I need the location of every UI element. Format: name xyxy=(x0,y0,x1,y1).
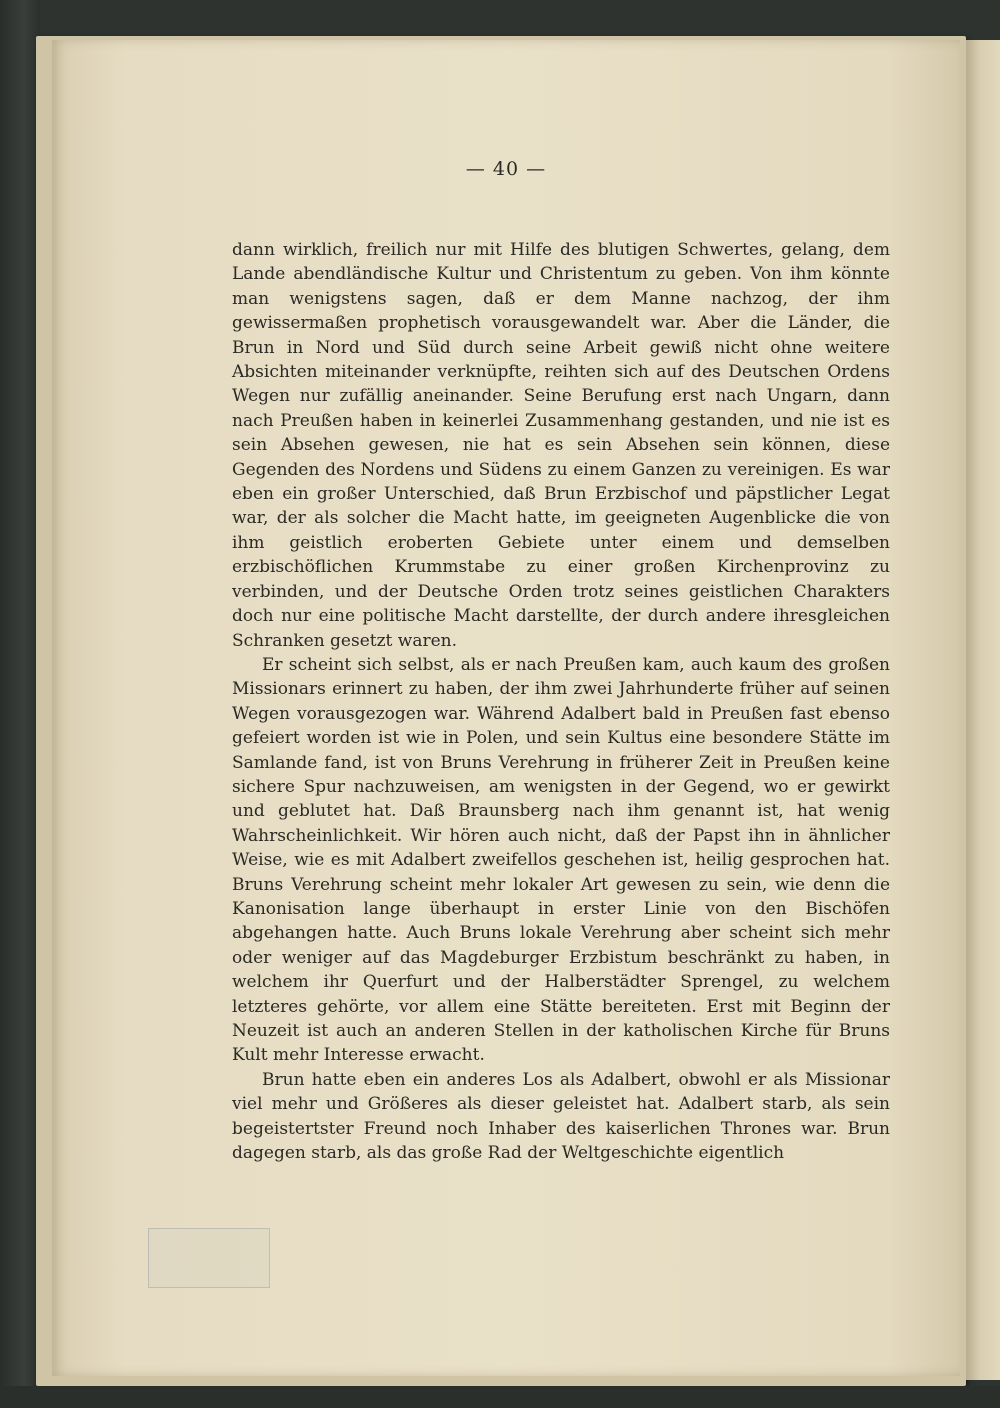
next-page-edge xyxy=(966,40,1000,1380)
page-number: — 40 — xyxy=(465,158,547,180)
body-text xyxy=(232,238,890,1165)
library-stamp xyxy=(148,1228,270,1288)
paragraph-3: Brun hatte eben ein anderes Los als Adalbert, obwohl er als Missionar viel mehr und Größeres als dieser geleistet hat. Adalbert starb, als sein begeistertster Freund noch Inhaber des kaiserlichen Thrones war. Brun dagegen starb, als das große Rad der Weltgeschichte eigentlich xyxy=(232,1069,890,1164)
paragraph-2: Er scheint sich selbst, als er nach Preußen kam, auch kaum des großen Missionars erinnert zu haben, der ihm zwei Jahrhunderte früher auf seinen Wegen vorausgezogen war. Während Adalbert bald in Preußen fast ebenso gefeiert worden ist wie in Polen, und sein Kultus eine besondere Stätte im Samlande fand, ist von Bruns Verehrung in früherer Zeit in Preußen keine sichere Spur nachzuweisen, am wenigsten in der Gegend, wo er gewirkt und geblutet hat. Daß Braunsberg nach ihm genannt ist, hat wenig Wahrscheinlichkeit. Wir hören auch nicht, daß der Papst ihn in ähnlicher Weise, wie es mit Adalbert zweifellos geschehen ist, heilig gesprochen hat. Bruns Verehrung scheint mehr lokaler Art gewesen zu sein, wie denn die Kanonisation lange überhaupt in erster Linie von den Bischöfen abgehangen hatte. Auch Bruns lokale Verehrung aber scheint sich mehr oder weniger auf das Magdeburger Erzbistum beschränkt zu haben, in welchem ihr Querfurt und der Halberstädter Sprengel, zu welchem letzteres gehörte, vor allem eine Stätte bereiteten. Erst mit Beginn der Neuzeit ist auch an anderen Stellen in der katholischen Kirche für Bruns Kult mehr Interesse erwacht. xyxy=(232,654,890,1066)
book-cover-edge xyxy=(0,0,40,1408)
paragraph-1: dann wirklich, freilich nur mit Hilfe des blutigen Schwertes, gelang, dem Lande abendländische Kultur und Christentum zu geben. Von ihm könnte man wenigstens sagen, daß er dem Manne nachzog, der ihm gewissermaßen prophetisch vorausgewandelt war. Aber die Länder, die Brun in Nord und Süd durch seine Arbeit gewiß nicht ohne weitere Absichten miteinander verknüpfte, reihten sich auf des Deutschen Ordens Wegen nur zufällig aneinander. Seine Berufung erst nach Ungarn, dann nach Preußen haben in keinerlei Zusammenhang gestanden, und nie ist es sein Absehen gewesen, nie hat es sein Absehen sein können, diese Gegenden des Nordens und Südens zu einem Ganzen zu vereinigen. Es war eben ein großer Unterschied, daß Brun Erzbischof und päpstlicher Legat war, der als solcher die Macht hatte, im geeigneten Augenblicke die von ihm geistlich eroberten Gebiete unter einem und demselben erzbischöflichen Krummstabe zu einer großen Kirchenprovinz zu verbinden, und der Deutsche Orden trotz seines geistlichen Charakters doch nur eine politische Macht darstellte, der durch andere ihresgleichen Schranken gesetzt waren. xyxy=(232,240,890,651)
book-page xyxy=(52,40,960,1376)
book-cover-bottom xyxy=(0,1386,1000,1408)
